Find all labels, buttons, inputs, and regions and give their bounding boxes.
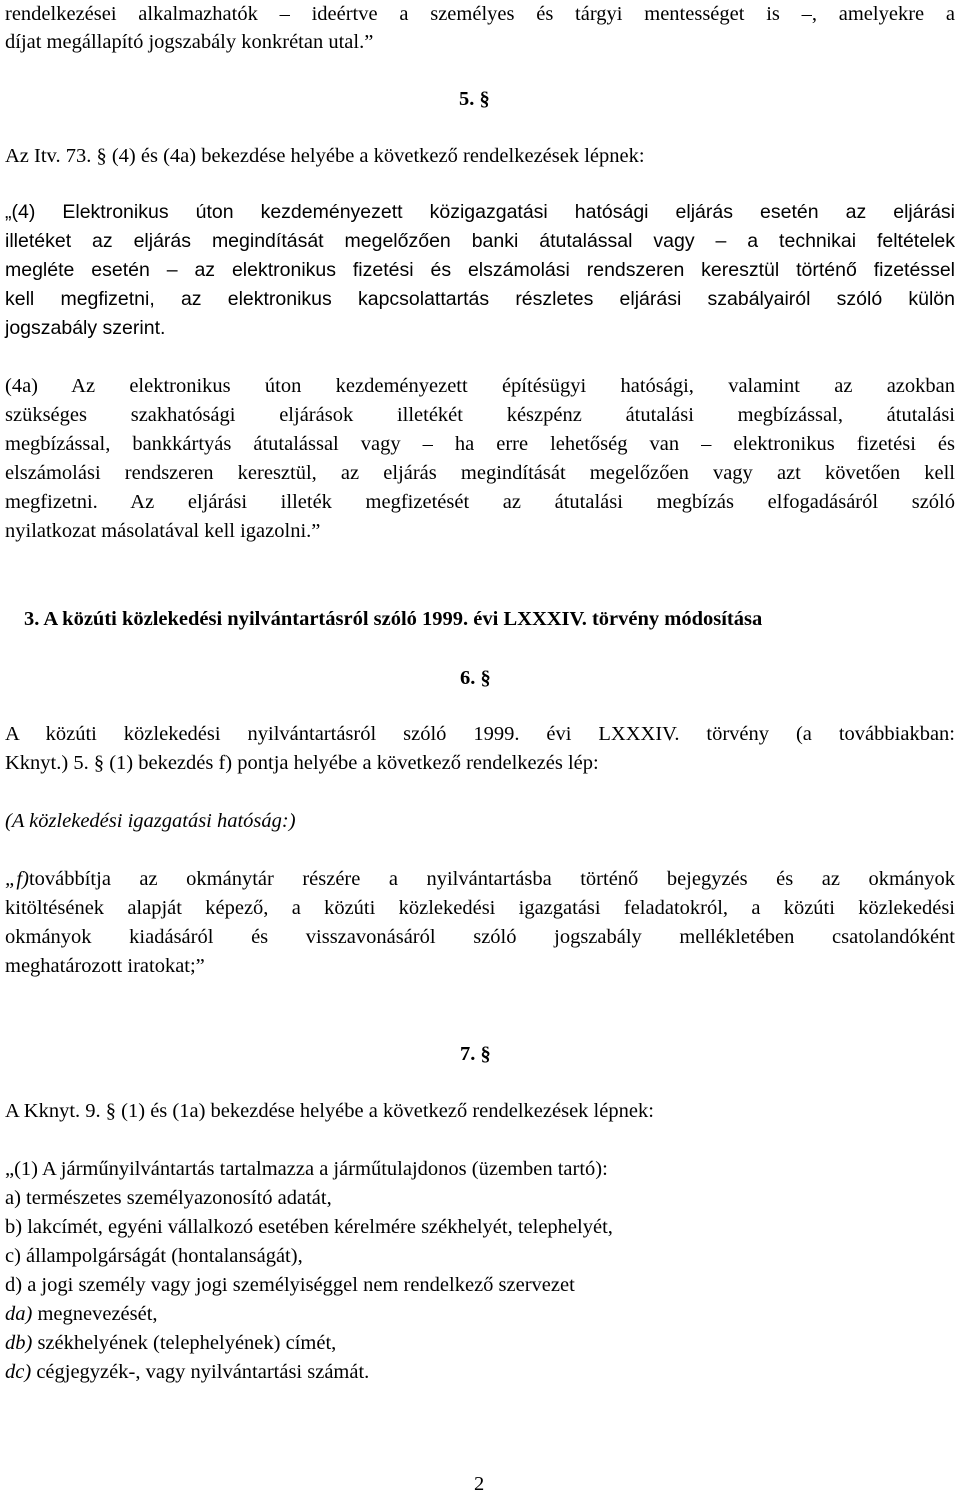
para-4-line-3: megléte esetén – az elektronikus fizetési és elszámolási rendszeren keresztül történő fizetéssel [5,259,955,281]
para-4a-line-3: megbízással, bankkártyás átutalással vagy – ha erre lehetőség van – elektronikus fizetési és [5,433,955,455]
item-da-label: da) [5,1303,33,1325]
para-4a-line-2: szükséges szakhatósági eljárások illetékét készpénz átutalási megbízással, átutalási [5,404,955,426]
point-f-line-1 [5,865,955,893]
para-4-line-4: kell megfizetni, az elektronikus kapcsolattartás részletes eljárási szabályairól szóló külön [5,288,955,310]
item-db-text: székhelyének (telephelyének) címét, [32,1332,337,1354]
item-da [5,1300,955,1328]
para-4-line-2: illetéket az eljárás megindítását megelőzően banki átutalással vagy – a technikai feltételek [5,230,955,252]
point-f-line-2: kitöltésének alapját képező, a közúti közlekedési igazgatási feladatokról, a közúti közlekedési [5,897,955,919]
para-4-line-5: jogszabály szerint. [5,317,166,339]
chapter-3-title: 3. A közúti közlekedési nyilvántartásról szóló 1999. évi LXXXIV. törvény módosítása [24,608,763,630]
item-db-label: db) [5,1332,33,1354]
point-f-label: „f) [5,868,29,890]
item-db [5,1329,955,1357]
intro-line-2: díjat megállapító jogszabály konkrétan utal.” [5,31,374,53]
item-dc-label: dc) [5,1361,32,1383]
para-4a-line-4: elszámolási rendszeren keresztül, az eljárás megindítását megelőzően vagy azt követően kell [5,462,955,484]
item-1: „(1) A járműnyilvántartás tartalmazza a járműtulajdonos (üzemben tartó): [5,1158,608,1180]
section-6-lead-line-2: Kknyt.) 5. § (1) bekezdés f) pontja helyébe a következő rendelkezés lép: [5,752,599,774]
item-d: d) a jogi személy vagy jogi személyiséggel nem rendelkező szervezet [5,1274,575,1296]
point-f-text-1: továbbítja az okmánytár részére a nyilvántartásba történő bejegyzés és az okmányok [28,868,955,890]
section-7-lead: A Kknyt. 9. § (1) és (1a) bekezdése helyébe a következő rendelkezések lépnek: [5,1100,654,1122]
section-7-heading: 7. § [460,1043,491,1065]
point-f-line-3: okmányok kiadásáról és visszavonásáról szóló jogszabály mellékletében csatolandóként [5,926,955,948]
section-5-heading: 5. § [459,88,490,110]
para-4a-line-6: nyilatkozat másolatával kell igazolni.” [5,520,321,542]
para-4-line-1: „(4) Elektronikus úton kezdeményezett közigazgatási hatósági eljárás esetén az eljárási [5,201,955,223]
section-5-lead: Az Itv. 73. § (4) és (4a) bekezdése helyébe a következő rendelkezések lépnek: [5,145,645,167]
item-c: c) állampolgárságát (hontalanságát), [5,1245,303,1267]
item-da-text: megnevezését, [32,1303,158,1325]
section-6-heading: 6. § [460,667,491,689]
page-number: 2 [474,1473,485,1495]
item-b: b) lakcímét, egyéni vállalkozó esetében kérelmére székhelyét, telephelyét, [5,1216,613,1238]
item-dc [5,1358,955,1386]
para-4a-line-5: megfizetni. Az eljárási illeték megfizetését az átutalási megbízás elfogadásáról szóló [5,491,955,513]
section-6-context: (A közlekedési igazgatási hatóság:) [5,810,296,832]
item-dc-text: cégjegyzék-, vagy nyilvántartási számát. [31,1361,370,1383]
item-a: a) természetes személyazonosító adatát, [5,1187,332,1209]
point-f-line-4: meghatározott iratokat;” [5,955,205,977]
intro-line-1: rendelkezései alkalmazhatók – ideértve a személyes és tárgyi mentességet is –, amelyekre a [5,3,955,25]
para-4a-line-1: (4a) Az elektronikus úton kezdeményezett építésügyi hatósági, valamint az azokban [5,375,955,397]
section-6-lead-line-1: A közúti közlekedési nyilvántartásról szóló 1999. évi LXXXIV. törvény (a továbbiakban: [5,723,955,745]
